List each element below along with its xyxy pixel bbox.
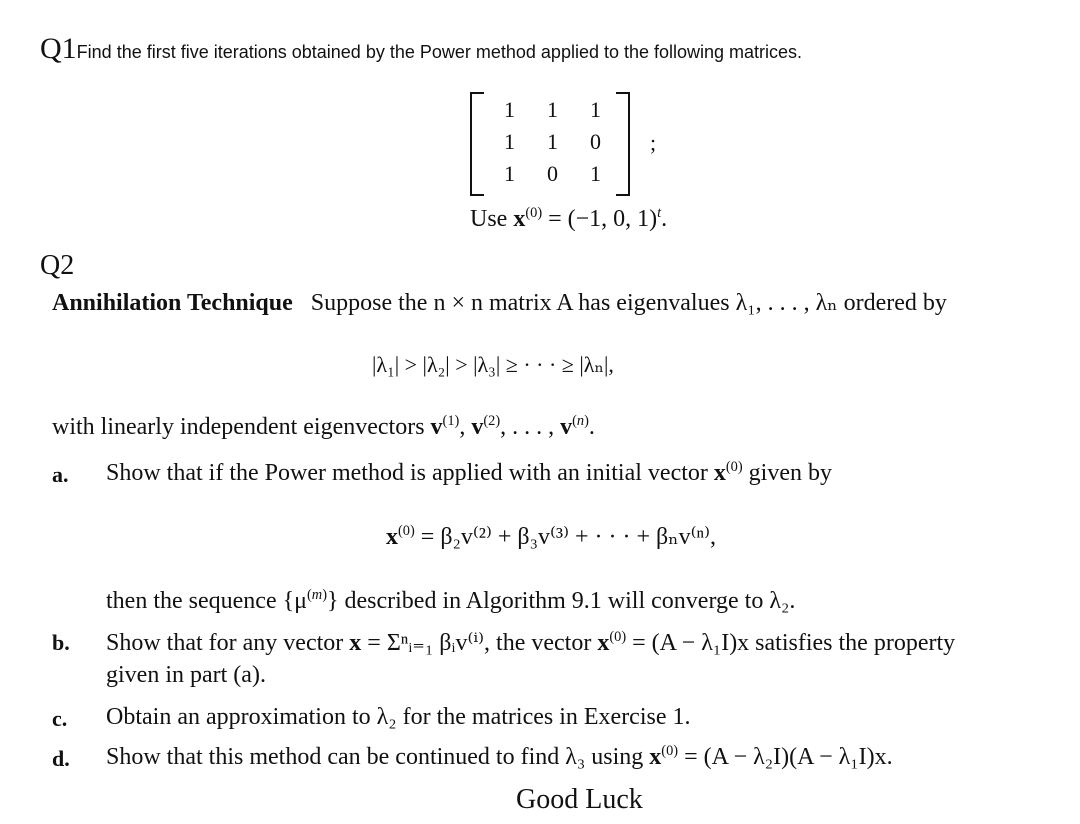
- matrix-cell: 1: [504, 129, 515, 154]
- matrix-cell: 0: [590, 129, 601, 154]
- use-formula: = (−1, 0, 1): [542, 206, 658, 232]
- item-b-text-mid: = Σⁿᵢ₌₁ βᵢv⁽ⁱ⁾, the vector: [361, 630, 598, 656]
- eigenvectors-line: with linearly independent eigenvectors $v^{(1)}$, $v^{(2)}$, . . . , $v^{(n)}$.: [52, 413, 595, 440]
- annihilation-intro: [52, 288, 947, 317]
- item-b-letter: b.: [52, 630, 70, 655]
- matrix-cell: 1: [504, 97, 515, 122]
- item-a-letter: a.: [52, 462, 69, 487]
- item-a-text-end: given by: [742, 460, 832, 486]
- annihilation-text: Suppose the n × n matrix A has eigenvalues λ₁, . . . , λₙ ordered by: [310, 290, 947, 316]
- matrix-cell: 1: [547, 129, 558, 154]
- item-c-text: Obtain an approximation to λ₂ for the matrices in Exercise 1.: [106, 704, 691, 730]
- matrix-right-bracket: [616, 92, 630, 196]
- item-a-line2: then the sequence $\{\mu^{(m)}\}$ described in Algorithm 9.1 will converge to λ₂.: [106, 587, 796, 614]
- matrix-cell: 1: [590, 161, 601, 186]
- closing-text: Good Luck: [516, 784, 643, 815]
- matrix: [470, 92, 630, 196]
- eigenvalue-inequality: |λ₁| > |λ₂| > |λ₃| ≥ · · · ≥ |λₙ|,: [372, 352, 614, 377]
- initial-vector-line: Use $x^{(0)} = (-1$, 0, 1)$^t$.: [470, 205, 668, 232]
- item-d: d. Show that this method can be continued to find λ₃ using $x^{(0)} = (A - \lambda_2I)(A - \lambda_1I)x$.: [52, 743, 893, 771]
- item-a-text: Show that if the Power method is applied with an initial vector: [106, 460, 708, 486]
- annihilation-title: Annihilation Technique: [52, 290, 293, 316]
- item-a-line2-start: then the sequence {μ: [106, 588, 307, 614]
- item-d-text-start: Show that this method can be continued to find λ₃ using: [106, 744, 650, 770]
- initial-vector-formula: $x^{(0)} = \beta_2v^{(2)} + \beta_3v^{(3)}$ + · · · + βₙv⁽ⁿ⁾,: [386, 523, 716, 550]
- question-2-number: Q2: [40, 250, 75, 281]
- use-suffix: .: [661, 206, 668, 232]
- use-prefix: Use: [470, 206, 514, 232]
- item-a-line1: a. Show that if the Power method is applied with an initial vector $x^{(0)}$ given by: [52, 459, 832, 487]
- formula-text: = β₂v⁽²⁾ + β₃v⁽³⁾ + · · · + βₙv⁽ⁿ⁾,: [414, 524, 716, 550]
- matrix-cell: 0: [547, 161, 558, 186]
- eigenvectors-text: with linearly independent eigenvectors: [52, 414, 425, 440]
- matrix-left-bracket: [470, 92, 484, 196]
- item-c-letter: c.: [52, 706, 68, 731]
- question-1-text: Find the first five iterations obtained by the Power method applied to the following matrices.: [76, 42, 803, 62]
- item-a-line2-end: } described in Algorithm 9.1 will converge to λ₂.: [326, 588, 796, 614]
- matrix-cell: 1: [504, 161, 515, 186]
- matrix-entries: [488, 94, 617, 190]
- matrix-cell: 1: [590, 97, 601, 122]
- item-d-letter: d.: [52, 746, 70, 771]
- item-c: [52, 704, 691, 732]
- item-d-text-end: = (A − λ₂I)(A − λ₁I)x.: [678, 744, 893, 770]
- item-b-text-end: = (A − λ₁I)x satisfies the property: [626, 630, 956, 656]
- matrix-cell: 1: [547, 97, 558, 122]
- matrix-semicolon: ;: [650, 130, 657, 155]
- question-1-number: Q1: [40, 32, 77, 65]
- item-b-line1: b. Show that for any vector x = Σⁿᵢ₌₁ βᵢv⁽ⁱ⁾, the vector $x^{(0)} = (A - \lambda_1I)x$ satisfies the property: [52, 629, 956, 656]
- item-b-text-start: Show that for any vector: [106, 630, 350, 656]
- question-1: [40, 32, 802, 66]
- item-b-line2: given in part (a).: [106, 662, 266, 688]
